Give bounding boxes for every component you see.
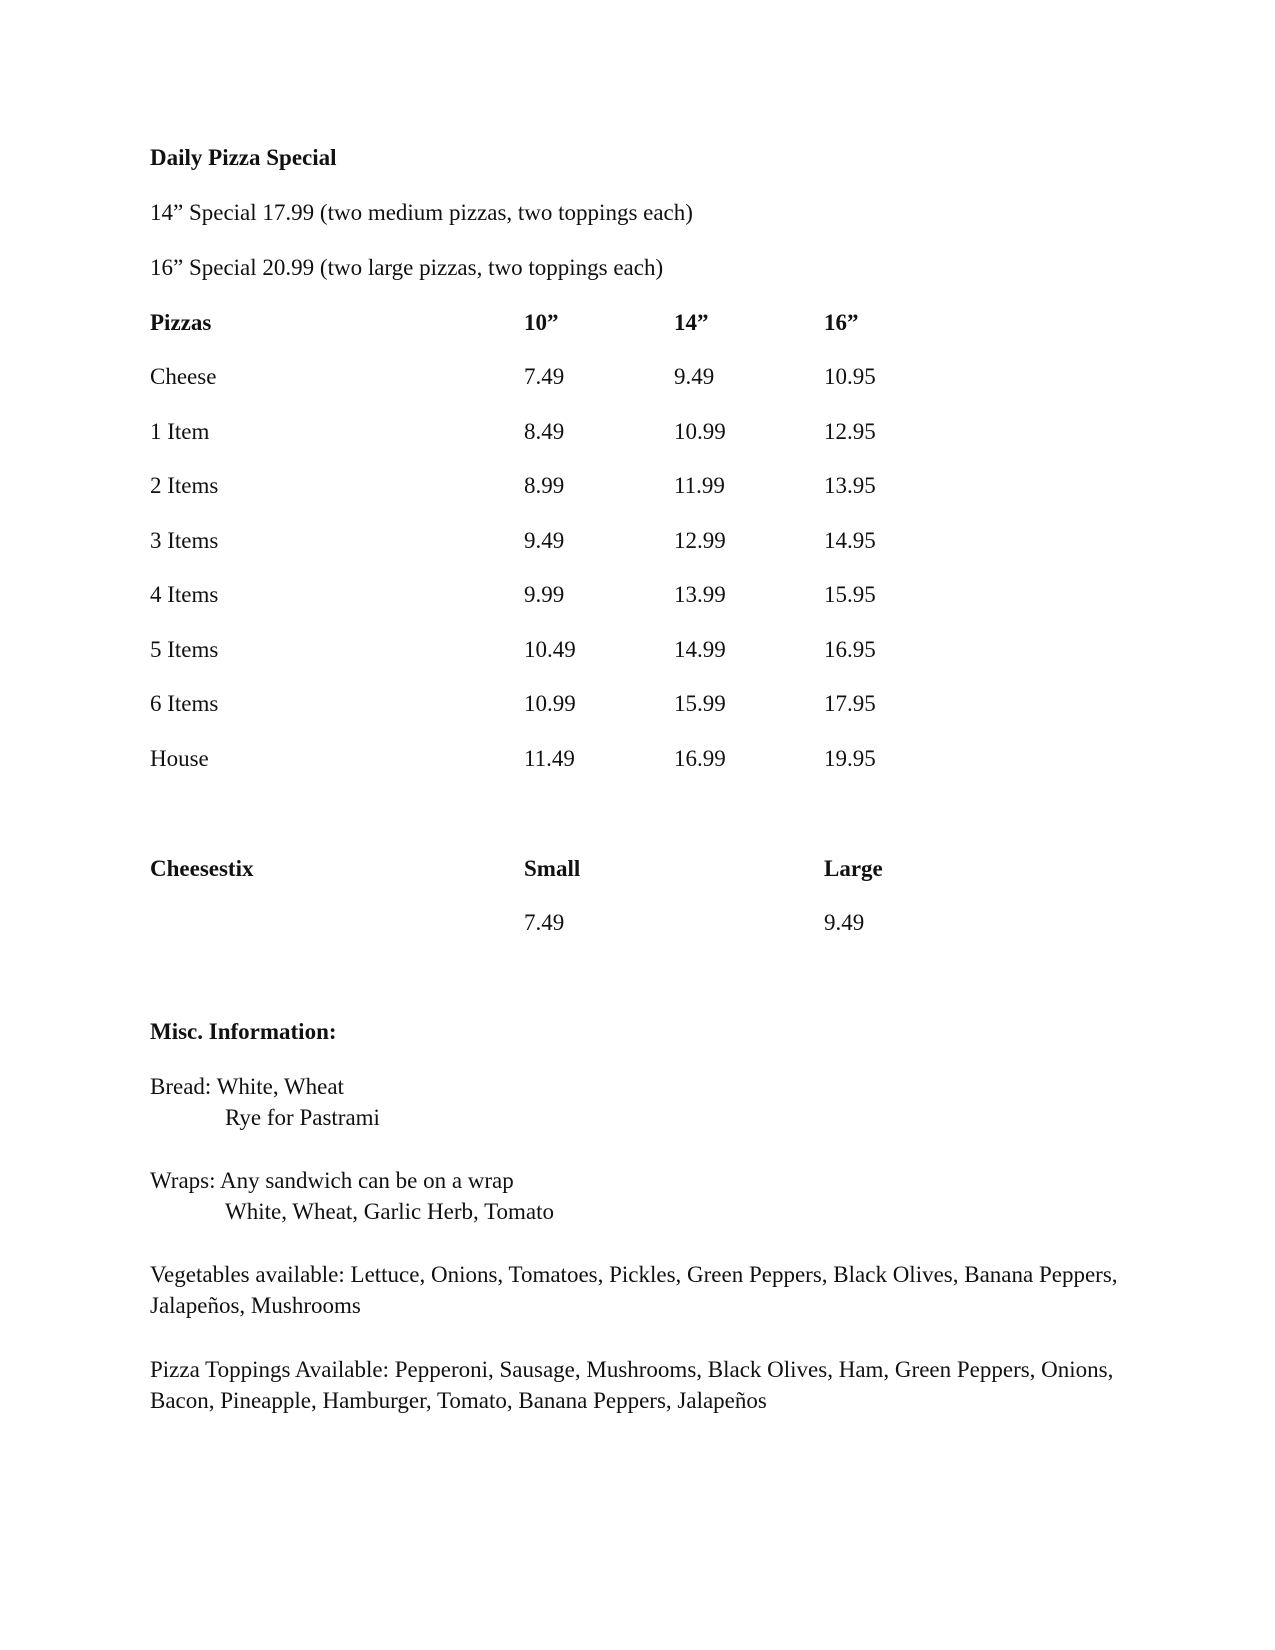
price-16: 17.95	[824, 691, 876, 716]
price-10: 11.49	[524, 746, 575, 771]
price-14: 11.99	[674, 473, 725, 498]
special-line-16: 16” Special 20.99 (two large pizzas, two toppings each)	[150, 255, 664, 280]
vegetables-paragraph: Vegetables available: Lettuce, Onions, Tomatoes, Pickles, Green Peppers, Black Olives, Banana Peppers, Jalapeños, Mushrooms	[150, 1262, 1118, 1319]
bread-line: Bread: White, Wheat	[150, 1074, 344, 1099]
pizza-header-14: 14”	[674, 310, 709, 335]
pizza-header-name: Pizzas	[150, 310, 212, 335]
price-14: 13.99	[674, 582, 726, 607]
cheesestix-header-large: Large	[824, 856, 883, 881]
price-16: 10.95	[824, 364, 876, 389]
price-16: 12.95	[824, 419, 876, 444]
cheesestix-price-large: 9.49	[824, 910, 865, 935]
price-14: 12.99	[674, 528, 726, 553]
price-10: 10.49	[524, 637, 576, 662]
price-16: 16.95	[824, 637, 876, 662]
pizza-name: Cheese	[150, 364, 217, 389]
toppings-paragraph: Pizza Toppings Available: Pepperoni, Sausage, Mushrooms, Black Olives, Ham, Green Peppers, Onions, Bacon, Pineapple, Hamburger, Tomato, Banana Peppers, Jalapeños	[150, 1357, 1114, 1414]
special-heading: Daily Pizza Special	[150, 145, 337, 170]
pizza-header-16: 16”	[824, 310, 859, 335]
price-16: 14.95	[824, 528, 876, 553]
price-10: 9.49	[524, 528, 565, 553]
price-16: 13.95	[824, 473, 876, 498]
price-14: 14.99	[674, 637, 726, 662]
menu-page	[150, 0, 1150, 1650]
pizza-name: 2 Items	[150, 473, 219, 498]
price-10: 8.49	[524, 419, 565, 444]
price-14: 15.99	[674, 691, 726, 716]
pizza-name: 6 Items	[150, 691, 219, 716]
price-16: 15.95	[824, 582, 876, 607]
price-14: 16.99	[674, 746, 726, 771]
price-10: 10.99	[524, 691, 576, 716]
bread-rye-line: Rye for Pastrami	[225, 1105, 380, 1130]
cheesestix-header-name: Cheesestix	[150, 856, 254, 881]
wraps-line: Wraps: Any sandwich can be on a wrap	[150, 1168, 514, 1193]
wraps-types-line: White, Wheat, Garlic Herb, Tomato	[225, 1199, 555, 1224]
misc-heading: Misc. Information:	[150, 1019, 337, 1044]
pizza-header-10: 10”	[524, 310, 559, 335]
price-10: 9.99	[524, 582, 565, 607]
price-10: 7.49	[524, 364, 565, 389]
price-16: 19.95	[824, 746, 876, 771]
price-14: 10.99	[674, 419, 726, 444]
cheesestix-header-small: Small	[524, 856, 581, 881]
special-line-14: 14” Special 17.99 (two medium pizzas, two toppings each)	[150, 200, 693, 225]
pizza-name: 4 Items	[150, 582, 219, 607]
pizza-name: 1 Item	[150, 419, 210, 444]
pizza-name: House	[150, 746, 209, 771]
price-14: 9.49	[674, 364, 715, 389]
price-10: 8.99	[524, 473, 565, 498]
pizza-name: 3 Items	[150, 528, 219, 553]
pizza-name: 5 Items	[150, 637, 219, 662]
cheesestix-price-small: 7.49	[524, 910, 565, 935]
